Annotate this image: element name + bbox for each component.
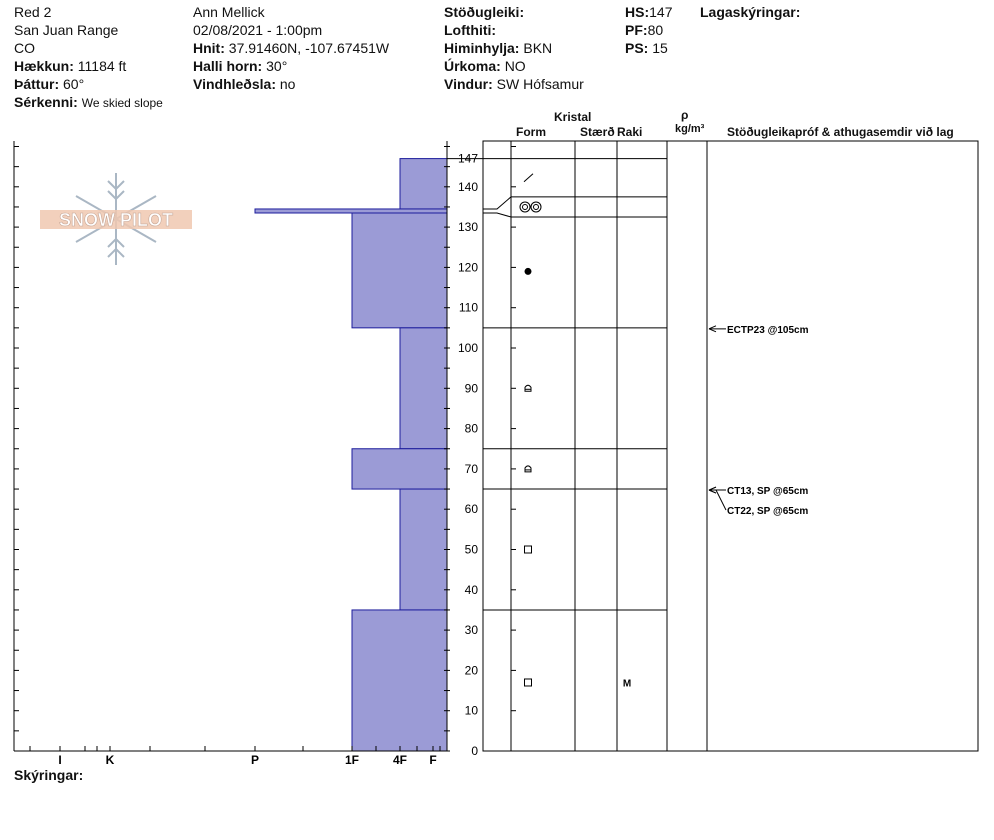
precip-label: Úrkoma:	[444, 58, 501, 74]
hardness-bar	[352, 449, 447, 489]
density-unit-header: kg/m³	[675, 123, 705, 135]
slope-angle-label: Halli horn:	[193, 58, 263, 74]
snowpilot-logo-text: SNOW PILOT	[59, 210, 173, 230]
features-value: We skied slope	[81, 96, 163, 110]
hardness-tick-label: 4F	[392, 753, 408, 767]
hs-label: HS:	[625, 4, 650, 20]
hardness-bar	[400, 489, 447, 610]
hardness-tick-label: I	[58, 753, 62, 767]
size-header: Stærð	[580, 125, 615, 139]
hardness-tick-label: K	[105, 753, 115, 767]
features-label: Sérkenni:	[14, 94, 78, 110]
form-header: Form	[516, 125, 546, 139]
wind-value: SW Hófsamur	[496, 76, 584, 92]
depth-tick-label: 100	[457, 341, 478, 355]
wind-loading-label: Vindhleðsla:	[193, 76, 276, 92]
depth-tick-label: 10	[464, 703, 478, 718]
location-name: Red 2	[14, 4, 52, 20]
footer-legend-label: Skýringar:	[14, 767, 84, 783]
hardness-tick-label: 1F	[344, 753, 360, 767]
melt-form-icon	[531, 202, 541, 212]
hardness-bar	[400, 328, 447, 449]
slope-angle-value: 30°	[266, 58, 288, 74]
wind-label: Vindur:	[444, 76, 493, 92]
rounded-grains-icon	[525, 268, 532, 275]
moisture-value: M	[622, 678, 632, 690]
aspect-value: 60°	[63, 76, 85, 92]
range-name: San Juan Range	[14, 22, 119, 38]
precip-value: NO	[504, 58, 526, 74]
depth-tick-label: 70	[464, 461, 478, 476]
melt-form-icon	[520, 202, 530, 212]
rounding-facets-icon	[525, 466, 531, 472]
table-frame	[483, 141, 978, 751]
depth-tick-label: 140	[457, 179, 478, 194]
boundary-connector	[483, 213, 511, 217]
elevation-label: Hækkun:	[14, 58, 74, 74]
snowpilot-logo	[40, 173, 192, 265]
air-temp-label: Lofthiti:	[444, 22, 497, 38]
observer-name: Ann Mellick	[193, 4, 265, 20]
state-name: CO	[14, 40, 35, 56]
stability-test-label: ECTP23 @105cm	[727, 324, 809, 336]
depth-tick-label: 90	[464, 381, 478, 396]
test-leader	[709, 490, 726, 510]
depth-tick-label: 20	[464, 663, 478, 678]
layer-legend-label-text: Lagaskýringar:	[700, 4, 801, 20]
hardness-bars	[255, 159, 447, 751]
rounding-facets-icon	[525, 385, 531, 391]
depth-tick-label: 130	[457, 220, 478, 235]
rho-header: ρ	[681, 108, 689, 122]
pf-label: PF:	[625, 22, 648, 38]
ps-label: PS:	[625, 40, 649, 56]
stability-test-label: CT13, SP @65cm	[727, 486, 809, 498]
hardness-bar	[400, 159, 447, 209]
hs-value: 147	[649, 4, 673, 20]
melt-form-icon	[523, 204, 528, 209]
stability-label: Stöðugleiki:	[444, 4, 525, 20]
hardness-bar	[352, 610, 447, 751]
tests-header: Stöðugleikapróf & athugasemdir við lag	[727, 125, 954, 139]
crystal-header: Kristal	[554, 110, 592, 124]
observation-datetime: 02/08/2021 - 1:00pm	[193, 22, 323, 38]
hardness-tick-label: P	[250, 753, 260, 767]
coordinates-label: Hnit:	[193, 40, 225, 56]
precip-particles-icon	[524, 174, 533, 182]
depth-tick-label: 120	[457, 260, 478, 275]
depth-tick-label: 40	[464, 582, 478, 597]
melt-form-icon	[534, 204, 539, 209]
sky-value: BKN	[523, 40, 553, 56]
pf-value: 80	[647, 22, 664, 38]
faceted-crystals-icon	[525, 679, 532, 686]
depth-tick-label: 147	[457, 151, 478, 166]
moisture-header: Raki	[617, 125, 643, 139]
layer-table	[483, 141, 978, 751]
coordinates-value: 37.91460N, -107.67451W	[228, 40, 390, 56]
sky-label: Himinhylja:	[444, 40, 520, 56]
depth-tick-label: 60	[464, 502, 478, 517]
faceted-crystals-icon	[525, 546, 532, 553]
depth-tick-label: 50	[464, 542, 478, 557]
stability-test-label: CT22, SP @65cm	[727, 506, 809, 518]
depth-tick-label: 80	[464, 421, 478, 436]
hardness-bar	[255, 209, 447, 213]
elevation-value: 11184 ft	[77, 58, 127, 74]
depth-tick-label: 0	[471, 744, 478, 758]
wind-loading-value: no	[279, 76, 296, 92]
boundary-connector	[483, 197, 511, 209]
ps-value: 15	[652, 40, 668, 56]
depth-tick-label: 30	[464, 623, 478, 638]
hardness-tick-label: F	[429, 753, 437, 767]
aspect-label: Þáttur:	[14, 76, 60, 92]
depth-tick-label: 110	[458, 300, 478, 315]
hardness-bar	[352, 213, 447, 328]
